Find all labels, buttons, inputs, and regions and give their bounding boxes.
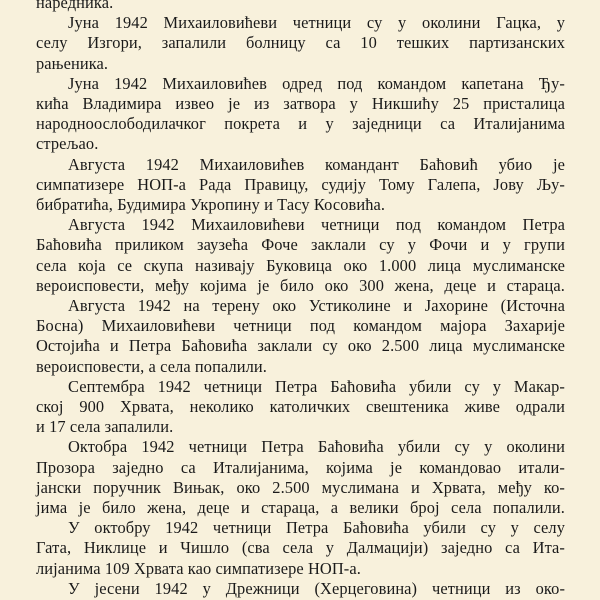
text-line: народноослободилачког покрета и у заједници са Италијанима bbox=[36, 114, 565, 134]
text-line: Остојића и Петра Баћовића заклали су око 2.500 лица муслиманске bbox=[36, 336, 565, 356]
text-line: и 17 села запалили. bbox=[36, 417, 174, 437]
text-line: вероисповести, међу којима је било око 300 жена, деце и стараца. bbox=[36, 275, 565, 295]
text-line: Августа 1942 на терену око Устиколине и Јахорине (Источна bbox=[68, 296, 565, 315]
text-line: лијанима 109 Хрвата као симпатизере НОП-а. bbox=[36, 558, 361, 578]
text-line: Августа 1942 Михаиловићев командант Баћовић убио је bbox=[68, 154, 565, 174]
text-line: бибратића, Будимира Укропину и Тасу Косовића. bbox=[36, 195, 386, 214]
text-line: кића Владимира извео је из затвора у Никшићу 25 присталица bbox=[36, 94, 565, 113]
text-line: Септембра 1942 четници Петра Баћовића убили су у Макар- bbox=[68, 376, 565, 396]
text-line: селу Изгори, запалили болницу са 10 тешких партизанских bbox=[36, 33, 565, 53]
text-line: села која се скупа називају Буковица око 1.000 лица муслиманске bbox=[36, 255, 565, 275]
text-line: Баћовића приликом заузећа Фоче заклали су у Фочи и у групи bbox=[36, 235, 565, 255]
text-line: У јесени 1942 у Дрежници (Херцеговина) четници из око- bbox=[68, 578, 565, 598]
text-line: Јуна 1942 Михаиловићеви четници су у околини Гацка, у bbox=[68, 13, 565, 33]
text-line: Октобра 1942 четници Петра Баћовића убили су у околини bbox=[68, 437, 565, 457]
text-line: вероисповести, а села попалили. bbox=[36, 356, 267, 376]
text-line: Гата, Никлице и Чишло (сва села у Далмацији) заједно са Ита- bbox=[36, 538, 565, 558]
text-line: рањеника. bbox=[36, 53, 109, 73]
text-line: Јуна 1942 Михаиловићев одред под командом капетана Ђу- bbox=[68, 73, 565, 93]
text-line: јански поручник Вињак, око 2.500 муслимана и Хрвата, међу ко- bbox=[36, 477, 565, 497]
text-line: јима је било жена, деце и стараца, а велики број села попалили. bbox=[36, 498, 565, 517]
text-line: ској 900 Хрвата, неколико католичких свештеника живе одрали bbox=[36, 397, 565, 416]
text-line: наредника. bbox=[36, 0, 114, 12]
text-line: Августа 1942 Михаиловићеви четници под командом Петра bbox=[68, 215, 565, 235]
text-line: симпатизере НОП-а Рада Правицу, судију Тому Галепа, Јову Љу- bbox=[36, 174, 565, 194]
text-line: Прозора заједно са Италијанима, којима је командовао итали- bbox=[36, 457, 565, 477]
text-line: Босна) Михаиловићеви четници под командом мајора Захарије bbox=[36, 316, 565, 336]
text-line: У октобру 1942 четници Петра Баћовића убили су у селу bbox=[68, 518, 565, 538]
text-line: стрељао. bbox=[36, 134, 99, 154]
